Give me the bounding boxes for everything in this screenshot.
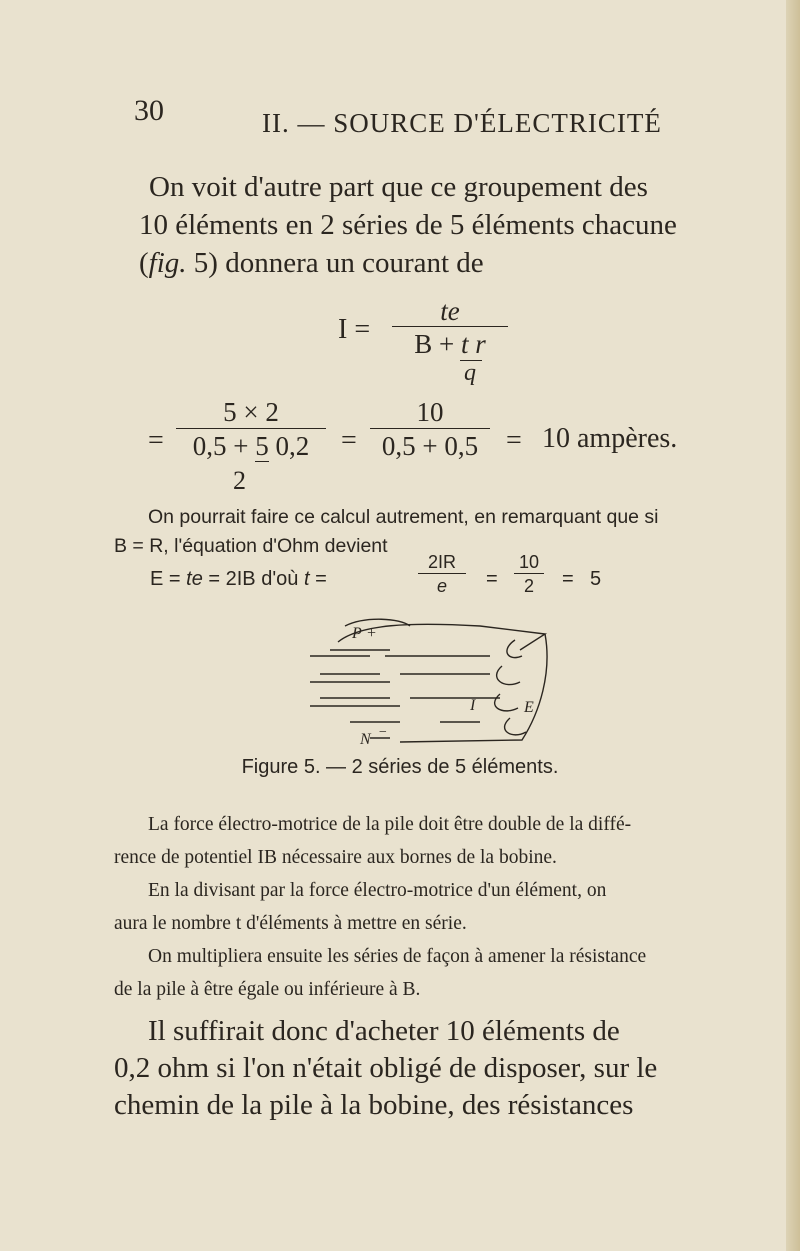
formula1-numerator: te <box>440 296 460 326</box>
formula3-result: 5 <box>590 568 602 590</box>
formula2-eq3: = <box>506 425 522 456</box>
formula2-f2-numerator: 10 <box>416 397 444 427</box>
closing-line-1: Il suffirait donc d'acheter 10 éléments de <box>148 1015 620 1047</box>
formula2-f1-numerator: 5 × 2 <box>223 397 279 427</box>
closing-paragraph <box>114 1013 754 1124</box>
formula2-f1-denominator: 0,5 + 5 0,2 <box>176 428 326 463</box>
ohm-line-1: On pourrait faire ce calcul autrement, en remarquant que si <box>148 506 659 528</box>
formula2-f2-denominator: 0,5 + 0,5 <box>370 428 490 463</box>
formula1-lhs: I = <box>338 314 371 345</box>
formula3-line: E = te = 2IB d'où t = <box>150 568 327 590</box>
formula1-denominator: B + t r <box>392 326 508 361</box>
coil-turn-2 <box>497 666 520 685</box>
formula3-eq3: = <box>562 568 574 590</box>
formula3-fraction1: $\frac{2IR}{e}$ <box>418 551 466 598</box>
coil-turn-4 <box>505 718 526 735</box>
figure-label-n: N <box>360 731 371 748</box>
body-small-paragraphs <box>114 808 744 1006</box>
intro-paragraph <box>139 168 749 282</box>
page-number: 30 <box>134 94 164 127</box>
figure-label-e: E <box>524 699 534 716</box>
figure-label-plus: + <box>366 625 377 642</box>
formula2-fraction2 <box>370 396 490 463</box>
ohm-line-2: B = R, l'équation d'Ohm devient <box>114 535 388 557</box>
coil-turn-1 <box>507 640 522 658</box>
formula1-fraction <box>392 296 508 361</box>
small-line-4: aura le nombre t d'éléments à mettre en série. <box>114 913 467 934</box>
figure-label-i: I <box>470 697 476 714</box>
small-line-2: rence de potentiel IB nécessaire aux bornes de la bobine. <box>114 847 557 868</box>
page-edge-shadow <box>786 0 800 1251</box>
small-line-1: La force électro-motrice de la pile doit être double de la diffé- <box>148 814 632 835</box>
formula2-result: 10 ampères. <box>542 423 678 454</box>
figure-5-diagram <box>290 612 550 750</box>
wire-right-loop <box>400 634 547 742</box>
intro-line-3: (fig. 5) donnera un courant de <box>139 247 484 279</box>
small-line-3: En la divisant par la force électro-motrice d'un élément, on <box>148 880 607 901</box>
formula3-eq2: = <box>486 568 498 590</box>
formula3-fraction2: $\frac{10}{2}$ <box>514 551 544 598</box>
formula2-eq1: = <box>148 425 164 456</box>
small-line-5: On multipliera ensuite les séries de façon à amener la résistance <box>148 946 647 967</box>
intro-line-2: 10 éléments en 2 séries de 5 éléments chacune <box>139 209 677 241</box>
figure-caption: Figure 5. — 2 séries de 5 éléments. <box>241 756 559 778</box>
figure-label-minus: − <box>378 725 388 740</box>
closing-line-2: 0,2 ohm si l'on n'était obligé de disposer, sur le <box>114 1052 658 1084</box>
running-head: II. — SOURCE D'ÉLECTRICITÉ <box>262 108 662 138</box>
formula2-eq2: = <box>341 425 357 456</box>
formula1-q: q <box>464 360 476 386</box>
formula2-fraction1 <box>176 396 326 463</box>
small-line-6: de la pile à être égale ou inférieure à B. <box>114 979 421 1000</box>
coil-turn-3 <box>495 694 518 711</box>
figure-label-p: P <box>352 625 362 642</box>
closing-line-3: chemin de la pile à la bobine, des résistances <box>114 1089 634 1121</box>
formula2-f1-sub-2: 2 <box>233 466 246 495</box>
intro-line-1: On voit d'autre part que ce groupement des <box>149 171 648 203</box>
